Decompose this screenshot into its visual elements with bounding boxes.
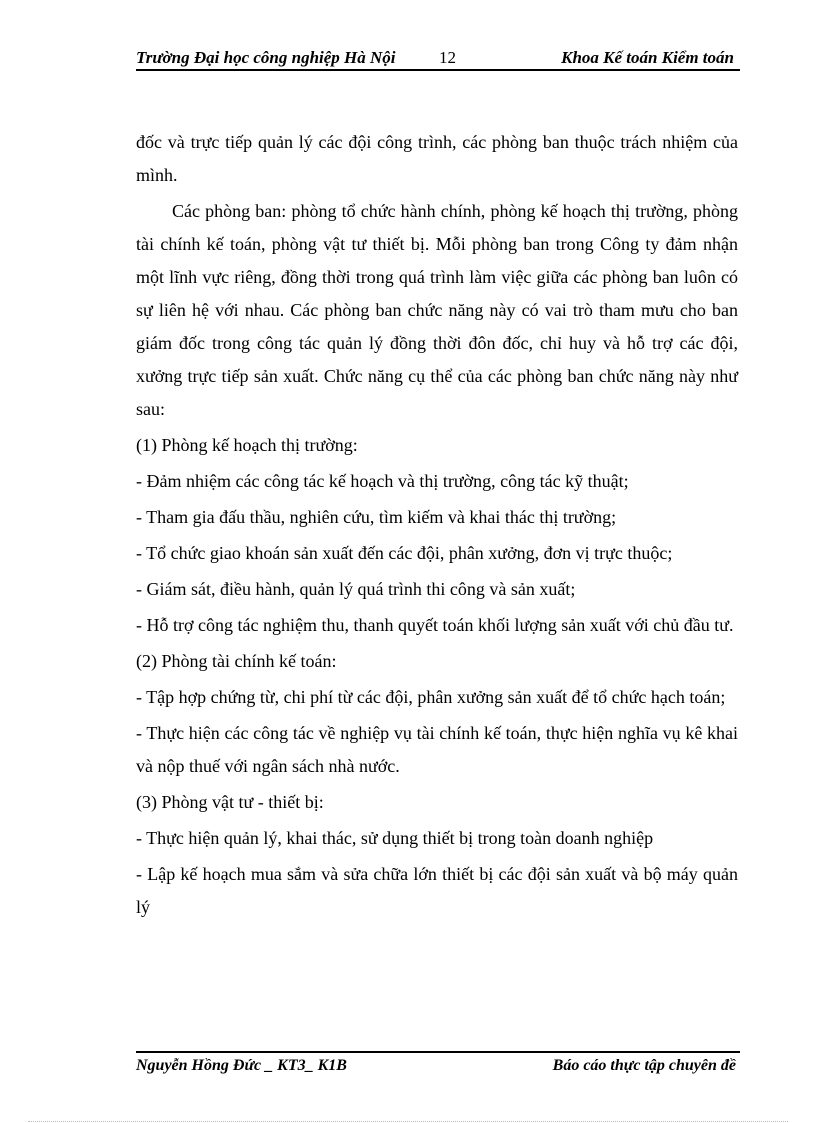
footer-rule: [136, 1051, 740, 1053]
page-number: 12: [439, 48, 456, 67]
paragraph-departments: Các phòng ban: phòng tổ chức hành chính, phòng kế hoạch thị trường, phòng tài chính kế toán, phòng vật tư thiết bị. Mỗi phòng ban trong Công ty đảm nhận một lĩnh vực riêng, đồng thời trong quá trình làm việc giữa các phòng ban luôn có sự liên hệ với nhau. Các phòng ban chức năng này có vai trò tham mưu cho ban giám đốc trong công tác quản lý đồng thời đôn đốc, chỉ huy và hỗ trợ các đội, xưởng trực tiếp sản xuất. Chức năng cụ thể của các phòng ban chức năng này như sau:: [136, 201, 738, 419]
section-heading-3: (3) Phòng vật tư - thiết bị:: [136, 792, 324, 812]
list-item: - Tham gia đấu thầu, nghiên cứu, tìm kiếm và khai thác thị trường;: [136, 507, 617, 527]
footer-report-type: Báo cáo thực tập chuyên đề: [552, 1057, 736, 1074]
list-item: - Hỗ trợ công tác nghiệm thu, thanh quyết toán khối lượng sản xuất với chủ đầu tư.: [136, 615, 734, 635]
list-item: - Thực hiện các công tác về nghiệp vụ tài chính kế toán, thực hiện nghĩa vụ kê khai và nộp thuế với ngân sách nhà nước.: [136, 723, 738, 776]
list-item: - Đảm nhiệm các công tác kế hoạch và thị trường, công tác kỹ thuật;: [136, 471, 629, 491]
list-item: - Lập kế hoạch mua sắm và sửa chữa lớn thiết bị các đội sản xuất và bộ máy quản lý: [136, 864, 738, 917]
page-footer: [136, 1055, 740, 1079]
section-heading-1: (1) Phòng kế hoạch thị trường:: [136, 435, 358, 455]
list-item: - Tổ chức giao khoán sản xuất đến các đội, phân xưởng, đơn vị trực thuộc;: [136, 543, 673, 563]
header-school: Trường Đại học công nghiệp Hà Nội: [136, 48, 396, 67]
list-item: - Thực hiện quản lý, khai thác, sử dụng thiết bị trong toàn doanh nghiệp: [136, 828, 654, 848]
list-item: - Giám sát, điều hành, quản lý quá trình thi công và sản xuất;: [136, 579, 576, 599]
paragraph-continued: đốc và trực tiếp quản lý các đội công trình, các phòng ban thuộc trách nhiệm của mình.: [136, 132, 738, 185]
header-rule: [136, 69, 740, 71]
page-header: [136, 46, 740, 70]
page-body: [136, 126, 738, 927]
header-faculty: Khoa Kế toán Kiểm toán: [561, 48, 734, 67]
page-edge-dots: [28, 1121, 788, 1122]
section-heading-2: (2) Phòng tài chính kế toán:: [136, 651, 337, 671]
list-item: - Tập hợp chứng từ, chi phí từ các đội, phân xưởng sản xuất để tổ chức hạch toán;: [136, 687, 726, 707]
footer-author: Nguyễn Hồng Đức _ KT3_ K1B: [136, 1057, 347, 1074]
